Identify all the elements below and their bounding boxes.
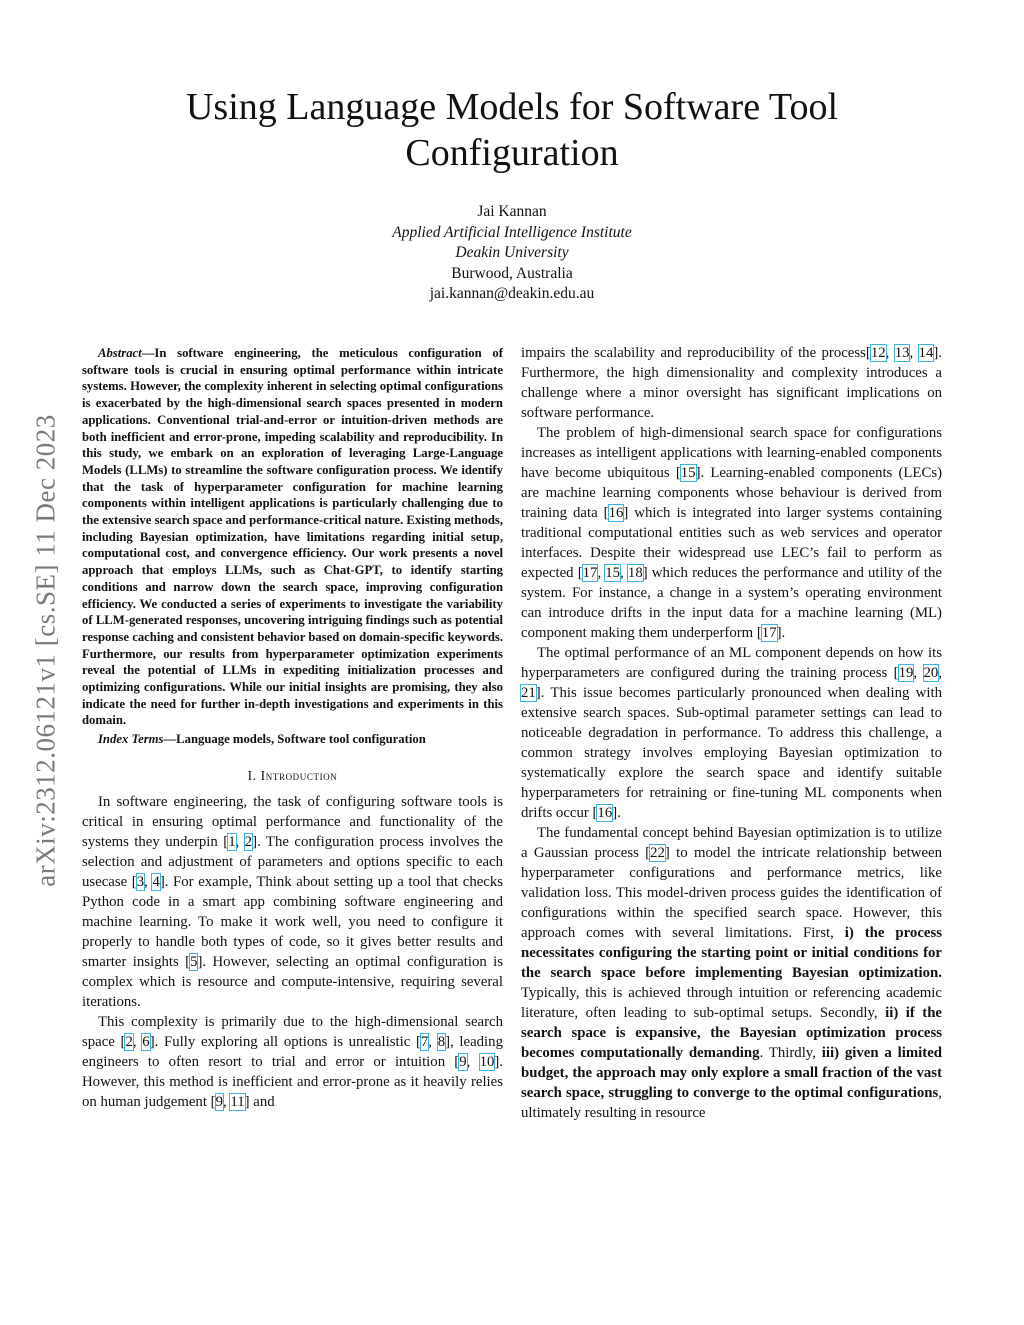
citation-link[interactable]: 2: [125, 1034, 133, 1051]
text-run: This complexity is primarily due to the high-dimensional search space [: [82, 1014, 503, 1051]
author-email[interactable]: jai.kannan@deakin.edu.au: [429, 285, 595, 302]
title-line-1: Using Language Models for Software Tool: [185, 86, 838, 128]
arxiv-id-text: arXiv:2312.06121v1 [cs.SE] 11 Dec 2023: [30, 413, 61, 887]
citation-link[interactable]: 16: [608, 505, 624, 521]
intro-paragraph-1: [82, 792, 503, 1012]
citation-link[interactable]: 5: [190, 954, 198, 971]
text-run: The problem of high-dimensional search space for configurations increases as intelligent applications with learning-enabled components have become ubiquitous [: [521, 425, 942, 481]
text-run: , ultimately resulting in resource: [521, 1085, 942, 1121]
text-run: ,: [885, 345, 895, 361]
right-paragraph-3: [521, 643, 942, 823]
citation-link[interactable]: 20: [923, 665, 939, 681]
citation-link[interactable]: 11: [230, 1094, 245, 1111]
text-run: ] and: [244, 1094, 275, 1111]
text-run: ,: [235, 834, 245, 851]
text-run: ]. Furthermore, the high dimensionality and complexity introduces a challenge where a minor oversight has significant implications on software performance.: [521, 345, 942, 421]
text-run: ,: [938, 665, 942, 681]
abstract: [82, 345, 503, 729]
text-run: ,: [428, 1034, 438, 1051]
citation-link[interactable]: 15: [680, 465, 696, 481]
text-run: ], leading engineers to often resort to trial and error or intuition [: [82, 1034, 503, 1071]
citation-link[interactable]: 1: [228, 834, 236, 851]
text-run: ]. The configuration process involves the selection and adjustment of parameters and options specific to each usecase [: [82, 834, 503, 891]
citation-link[interactable]: 10: [479, 1054, 495, 1071]
left-column: [82, 345, 503, 1112]
text-run: ,: [132, 1034, 143, 1051]
citation-link[interactable]: 9: [215, 1094, 223, 1111]
text-run: ,: [913, 665, 924, 681]
citation-link[interactable]: 21: [521, 685, 536, 701]
text-run: impairs the scalability and reproducibility of the process[: [521, 345, 871, 361]
citation-link[interactable]: 17: [582, 565, 598, 581]
right-paragraph-2: [521, 423, 942, 643]
text-run: ]. This issue becomes particularly pronounced when dealing with extensive search spaces. Sub-optimal parameter settings can lead to noticeable degradation in performance. To address this challenge, a common strategy involves employing Bayesian optimization to systematically explore the search space and identify suitable hyperparameters for retraining or fine-tuning ML components when drifts occur [: [521, 685, 942, 821]
citation-link[interactable]: 6: [142, 1034, 150, 1051]
citation-link[interactable]: 18: [627, 565, 643, 581]
citation-link[interactable]: 14: [918, 345, 934, 361]
arxiv-watermark: [14, 355, 78, 945]
text-run: ].: [612, 805, 621, 821]
text-run: ]. Learning-enabled components (LECs) are machine learning components whose behaviour is derived from training data [: [521, 465, 943, 521]
abstract-label: Abstract: [98, 346, 142, 360]
text-run: . Thirdly,: [759, 1045, 822, 1061]
text-run: ] which is integrated into larger systems containing traditional computational entities such as web services and operator interfaces. Despite their widespread use LEC’s fail to perform as expected [: [521, 505, 942, 581]
title-line-2: Configuration: [405, 132, 619, 174]
affiliation-university: Deakin University: [455, 244, 569, 261]
text-run: ,: [466, 1054, 480, 1071]
text-run: ,: [222, 1094, 231, 1111]
bold-limitation-3: iii) given a limited budget, the approach may only explore a small fraction of the vast search space, struggling to converge to the optimal configurations: [521, 1045, 943, 1101]
right-paragraph-1: [521, 343, 942, 423]
text-run: ]. Fully exploring all options is unrealistic [: [149, 1034, 421, 1051]
bold-limitation-2: ii) if the search space is expansive, the Bayesian optimization process becomes computationally demanding: [521, 1005, 942, 1061]
text-run: The optimal performance of an ML component depends on how its hyperparameters are configured during the training process [: [521, 645, 942, 681]
citation-link[interactable]: 4: [152, 874, 160, 891]
citation-link[interactable]: 17: [761, 625, 777, 641]
citation-link[interactable]: 13: [894, 345, 910, 361]
text-run: In software engineering, the task of configuring software tools is critical in ensuring optimal performance and functionality of the systems they underpin [: [82, 794, 503, 851]
citation-link[interactable]: 3: [136, 874, 145, 891]
text-run: ].: [776, 625, 786, 641]
text-run: ,: [620, 565, 628, 581]
text-run: ]. However, this method is inefficient and error-prone as it heavily relies on human judgement [: [82, 1054, 503, 1111]
text-run: Typically, this is achieved through intuition or referencing academic literature, often leading to sub-optimal setups. Secondly,: [521, 985, 942, 1021]
citation-link[interactable]: 15: [605, 565, 621, 581]
paper-title: [120, 84, 904, 176]
section-heading-introduction: I. Introduction: [247, 768, 338, 784]
citation-link[interactable]: 8: [437, 1034, 446, 1051]
text-run: ,: [909, 345, 919, 361]
text-run: ]. However, selecting an optimal configuration is complex which is resource and compute-intensive, requiring several iterations.: [82, 954, 503, 1011]
citation-link[interactable]: 16: [597, 805, 613, 821]
author-name: Jai Kannan: [477, 203, 547, 220]
citation-link[interactable]: 9: [459, 1054, 467, 1071]
citation-link[interactable]: 2: [244, 834, 253, 851]
citation-link[interactable]: 12: [870, 345, 886, 361]
text-run: ] to model the intricate relationship between hyperparameter configurations and performance metrics, like validation loss. This model-driven process guides the identification of configurations within the specified search space. However, this approach comes with several limitations. First,: [521, 845, 942, 941]
text-run: ]. For example, Think about setting up a tool that checks Python code in a smart app combining software engineering and machine learning. To make it work well, you need to configure it properly to handle both types of code, so it gives better results and smarter insights [: [82, 874, 504, 971]
text-run: ,: [597, 565, 606, 581]
index-terms-text: —Language models, Software tool configuration: [163, 732, 426, 747]
affiliation-institute: Applied Artificial Intelligence Institute: [392, 223, 632, 241]
right-paragraph-4: [521, 823, 942, 1123]
bold-limitation-1: i) the process necessitates configuring the starting point or initial conditions for the search space before implementing Bayesian optimization.: [521, 925, 942, 981]
text-run: ] which reduces the performance and utility of the system. For instance, a change in a system’s operating environment can introduce drifts in the input data for a machine learning (ML) component making them underperform [: [521, 565, 942, 641]
abstract-text: —In software engineering, the meticulous configuration of software tools is crucial in ensuring optimal performance within intricate systems. However, the complexity inherent in selecting optimal configurations is exacerbated by the high-dimensional search spaces presented in modern applications. Conventional trial-and-error or intuition-driven methods are both inefficient and error-prone, impeding scalability and reproducibility. In this study, we embark on an exploration of leveraging Large-Language Models (LLMs) to streamline the software configuration process. We identify that the task of hyperparameter configuration for machine learning components within intelligent applications is particularly challenging due to the extensive search space and performance-critical nature. Existing methods, including Bayesian optimization, have limitations regarding initial setup, computational cost, and convergence efficiency. Our work presents a novel approach that employs LLMs, such as Chat-GPT, to identify starting conditions and narrow down the search space, improving configuration efficiency. We conducted a series of experiments to investigate the variability of LLM-generated responses, uncovering intriguing findings such as potential response caching and consistent behavior based on domain-specific keywords. Furthermore, our results from hyperparameter optimization experiments reveal the potential of LLMs in expediting initialization processes and optimizing configurations. While our initial insights are promising, they also indicate the need for further in-depth investigations and experiments in this domain.: [82, 346, 503, 728]
author-block: [250, 202, 774, 305]
index-terms: [82, 731, 503, 748]
text-run: ,: [144, 874, 153, 891]
author-location: Burwood, Australia: [451, 264, 573, 282]
citation-link[interactable]: 19: [898, 665, 914, 681]
citation-link[interactable]: 22: [650, 845, 665, 861]
intro-paragraph-2: [82, 1012, 503, 1112]
index-terms-label: Index Terms: [98, 732, 164, 747]
right-column: [521, 343, 942, 1123]
text-run: The fundamental concept behind Bayesian optimization is to utilize a Gaussian process [: [521, 825, 942, 861]
citation-link[interactable]: 7: [420, 1034, 429, 1051]
